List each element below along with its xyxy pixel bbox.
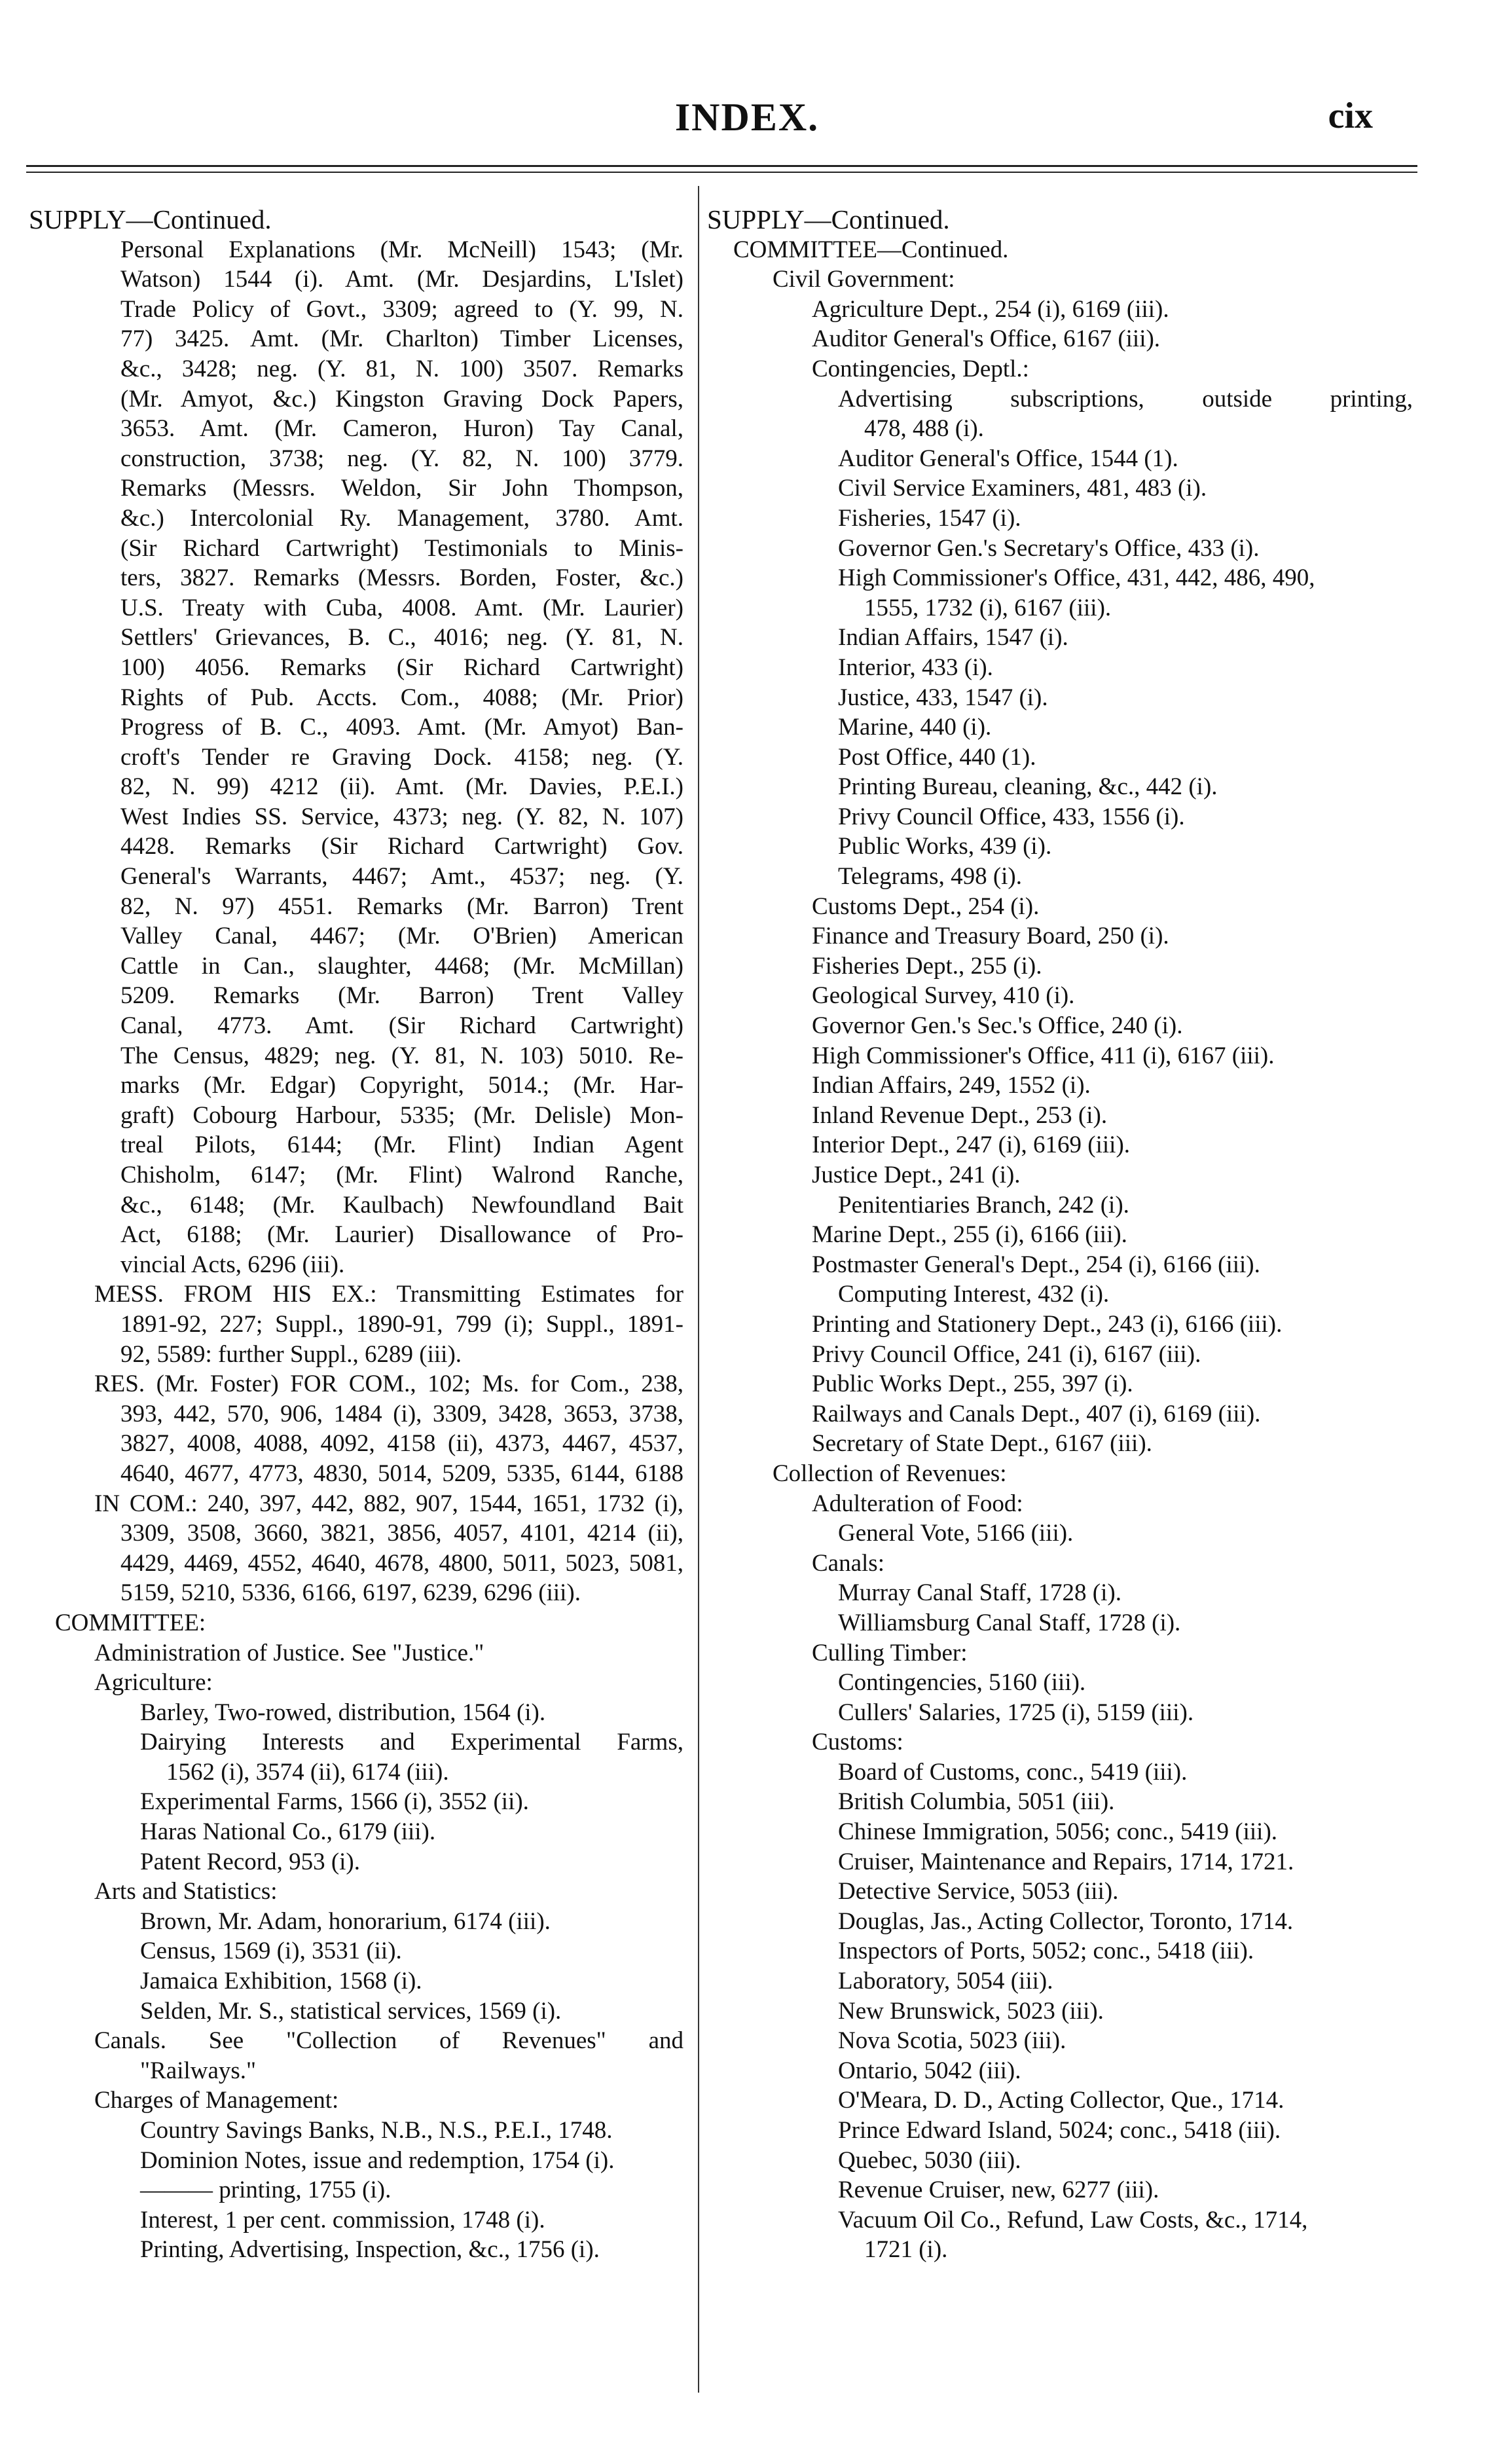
index-entry-line: Douglas, Jas., Acting Collector, Toronto, 1714. (838, 1907, 1294, 1935)
index-entry-line: Telegrams, 498 (i). (838, 863, 1022, 891)
index-entry-line: 4640, 4677, 4773, 4830, 5014, 5209, 5335, 6144, 6188 (120, 1460, 683, 1487)
index-entry-line: Printing, Advertising, Inspection, &c., 1756 (i). (140, 2236, 600, 2264)
index-entry-line: Interior, 433 (i). (838, 653, 993, 681)
index-entry-line: Post Office, 440 (1). (838, 743, 1036, 771)
index-entry-line: 4429, 4469, 4552, 4640, 4678, 4800, 5011, 5023, 5081, (120, 1549, 683, 1577)
index-entry-line: Civil Service Examiners, 481, 483 (i). (838, 475, 1207, 502)
index-entry-line: Quebec, 5030 (iii). (838, 2146, 1021, 2174)
index-entry-line: &c.) Intercolonial Ry. Management, 3780. Amt. (120, 504, 683, 532)
header-rule (26, 165, 1417, 167)
index-entry-line: Collection of Revenues: (773, 1460, 1007, 1487)
index-entry-line: Contingencies, 5160 (iii). (838, 1669, 1086, 1697)
index-entry-line: Progress of B. C., 4093. Amt. (Mr. Amyot) Ban- (120, 714, 683, 741)
index-entry-line: Country Savings Banks, N.B., N.S., P.E.I., 1748. (140, 2117, 613, 2144)
index-entry-line: "Railways." (140, 2057, 257, 2084)
right-column (707, 205, 1421, 2265)
index-entry-line: 1721 (i). (864, 2236, 948, 2264)
index-entry-line: Customs: (812, 1729, 903, 1756)
index-entry-line: Interior Dept., 247 (i), 6169 (iii). (812, 1131, 1131, 1159)
index-entry-line: &c., 3428; neg. (Y. 81, N. 100) 3507. Remarks (120, 355, 683, 382)
index-entry-line: Auditor General's Office, 6167 (iii). (812, 325, 1161, 353)
index-entry-line: 82, N. 99) 4212 (ii). Amt. (Mr. Davies, P.E.I.) (120, 773, 683, 801)
index-entry-line: Haras National Co., 6179 (iii). (140, 1818, 436, 1846)
column-divider (698, 186, 699, 2393)
index-entry-line: Canals. See "Collection of Revenues" and (94, 2027, 683, 2055)
index-entry-line: Advertising subscriptions, outside printing, (838, 385, 1413, 413)
index-entry-line: 82, N. 97) 4551. Remarks (Mr. Barron) Trent (120, 892, 683, 920)
index-entry-line: Revenue Cruiser, new, 6277 (iii). (838, 2177, 1159, 2204)
index-entry-line: Detective Service, 5053 (iii). (838, 1878, 1119, 1905)
index-entry-line: West Indies SS. Service, 4373; neg. (Y. 82, N. 107) (120, 803, 683, 830)
index-entry-line: Census, 1569 (i), 3531 (ii). (140, 1938, 402, 1965)
index-entry-line: Culling Timber: (812, 1639, 968, 1666)
index-entry-line: Nova Scotia, 5023 (iii). (838, 2027, 1066, 2055)
index-entry-line: Contingencies, Deptl.: (812, 355, 1029, 382)
index-entry-line: Privy Council Office, 433, 1556 (i). (838, 803, 1185, 830)
index-entry-line: Marine, 440 (i). (838, 714, 992, 741)
index-entry-line: Cattle in Can., slaughter, 4468; (Mr. McMillan) (120, 952, 683, 980)
index-entry-line: Public Works Dept., 255, 397 (i). (812, 1370, 1133, 1398)
index-entry-line: 3653. Amt. (Mr. Cameron, Huron) Tay Canal, (120, 415, 683, 443)
index-entry-line: Governor Gen.'s Sec.'s Office, 240 (i). (812, 1012, 1183, 1040)
index-entry-line: Experimental Farms, 1566 (i), 3552 (ii). (140, 1788, 529, 1816)
index-entry-line: Cruiser, Maintenance and Repairs, 1714, 1721. (838, 1848, 1294, 1875)
index-entry-line: 5209. Remarks (Mr. Barron) Trent Valley (120, 982, 683, 1010)
index-entry-line: High Commissioner's Office, 431, 442, 486, 490, (838, 564, 1315, 592)
index-entry-line: Marine Dept., 255 (i), 6166 (iii). (812, 1221, 1127, 1249)
index-entry-line: Barley, Two-rowed, distribution, 1564 (i). (140, 1699, 546, 1726)
index-entry-line: Cullers' Salaries, 1725 (i), 5159 (iii). (838, 1699, 1194, 1726)
index-entry-line: Printing Bureau, cleaning, &c., 442 (i). (838, 773, 1218, 801)
index-entry-line: Prince Edward Island, 5024; conc., 5418 (iii). (838, 2117, 1281, 2144)
index-entry-line: Geological Survey, 410 (i). (812, 982, 1075, 1010)
index-entry-line: Governor Gen.'s Secretary's Office, 433 (i). (838, 534, 1260, 562)
index-entry-line: (Mr. Amyot, &c.) Kingston Graving Dock Papers, (120, 385, 683, 413)
index-entry-line: Charges of Management: (94, 2087, 339, 2114)
index-entry-line: COMMITTEE—Continued. (733, 236, 1009, 263)
index-entry-line: vincial Acts, 6296 (iii). (120, 1251, 345, 1278)
index-entry-line: Trade Policy of Govt., 3309; agreed to (Y. 99, N. (120, 295, 683, 323)
index-entry-line: Railways and Canals Dept., 407 (i), 6169 (iii). (812, 1400, 1261, 1427)
index-entry-line: MESS. FROM HIS EX.: Transmitting Estimates for (94, 1281, 683, 1308)
index-entry-line: Indian Affairs, 1547 (i). (838, 624, 1068, 652)
index-entry-line: ——— printing, 1755 (i). (140, 2177, 392, 2204)
index-entry-line: Arts and Statistics: (94, 1878, 278, 1905)
index-entry-line: 3827, 4008, 4088, 4092, 4158 (ii), 4373, 4467, 4537, (120, 1430, 683, 1458)
index-entry-line: U.S. Treaty with Cuba, 4008. Amt. (Mr. Laurier) (120, 594, 683, 621)
index-entry-line: Finance and Treasury Board, 250 (i). (812, 923, 1169, 950)
index-entry-line: Patent Record, 953 (i). (140, 1848, 360, 1875)
index-entry-line: graft) Cobourg Harbour, 5335; (Mr. Delisle) Mon- (120, 1101, 683, 1129)
index-entry-line: 393, 442, 570, 906, 1484 (i), 3309, 3428, 3653, 3738, (120, 1400, 683, 1427)
index-entry-line: Indian Affairs, 249, 1552 (i). (812, 1072, 1091, 1099)
index-entry-line: Selden, Mr. S., statistical services, 1569 (i). (140, 1997, 562, 2025)
index-entry-line: Administration of Justice. See "Justice." (94, 1639, 484, 1666)
index-entry-line: Adulteration of Food: (812, 1490, 1023, 1517)
index-entry-line: Canals: (812, 1549, 884, 1577)
index-entry-line: Agriculture Dept., 254 (i), 6169 (iii). (812, 295, 1169, 323)
index-entry-line: Valley Canal, 4467; (Mr. O'Brien) American (120, 923, 683, 950)
index-entry-line: 1562 (i), 3574 (ii), 6174 (iii). (166, 1758, 449, 1786)
index-entry-line: Interest, 1 per cent. commission, 1748 (i). (140, 2206, 545, 2234)
index-entry-line: Justice, 433, 1547 (i). (838, 684, 1048, 711)
page-header (0, 0, 1494, 164)
index-entry-line: Vacuum Oil Co., Refund, Law Costs, &c., 1714, (838, 2206, 1308, 2234)
header-rule-thin (26, 172, 1417, 173)
index-entry-line: Remarks (Messrs. Weldon, Sir John Thompson, (120, 475, 683, 502)
index-entry-line: 4428. Remarks (Sir Richard Cartwright) Gov. (120, 833, 683, 860)
index-entry-line: RES. (Mr. Foster) FOR COM., 102; Ms. for Com., 238, (94, 1370, 683, 1398)
index-entry-line: 1891-92, 227; Suppl., 1890-91, 799 (i); Suppl., 1891- (120, 1310, 683, 1338)
index-entry-line: croft's Tender re Graving Dock. 4158; neg. (Y. (120, 743, 683, 771)
index-entry-line: 3309, 3508, 3660, 3821, 3856, 4057, 4101, 4214 (ii), (120, 1520, 683, 1547)
index-entry-line: 100) 4056. Remarks (Sir Richard Cartwright) (120, 653, 683, 681)
index-entry-line: Watson) 1544 (i). Amt. (Mr. Desjardins, L'Islet) (120, 266, 683, 293)
index-entry-line: Board of Customs, conc., 5419 (iii). (838, 1758, 1188, 1786)
index-entry-line: Public Works, 439 (i). (838, 833, 1052, 860)
index-entry-line: Fisheries, 1547 (i). (838, 504, 1021, 532)
index-entry-line: 92, 5589: further Suppl., 6289 (iii). (120, 1340, 462, 1368)
index-entry-line: Justice Dept., 241 (i). (812, 1162, 1021, 1188)
index-entry-line: Agriculture: (94, 1669, 213, 1697)
index-entry-line: ters, 3827. Remarks (Messrs. Borden, Foster, &c.) (120, 564, 683, 592)
index-entry-line: (Sir Richard Cartwright) Testimonials to Minis- (120, 534, 683, 562)
left-column (29, 205, 687, 2265)
index-entry-line: construction, 3738; neg. (Y. 82, N. 100) 3779. (120, 445, 683, 472)
index-entry-line: Dominion Notes, issue and redemption, 1754 (i). (140, 2146, 615, 2174)
index-entry-line: Printing and Stationery Dept., 243 (i), 6166 (iii). (812, 1310, 1283, 1338)
page-title: INDEX. (674, 96, 820, 139)
index-entry-line: Customs Dept., 254 (i). (812, 892, 1040, 920)
index-entry-line: Penitentiaries Branch, 242 (i). (838, 1191, 1129, 1219)
index-entry-line: Act, 6188; (Mr. Laurier) Disallowance of Pro- (120, 1221, 683, 1249)
index-entry-line: General's Warrants, 4467; Amt., 4537; neg. (Y. (120, 863, 683, 891)
index-entry-line: COMMITTEE: (55, 1609, 206, 1636)
index-entry-line: &c., 6148; (Mr. Kaulbach) Newfoundland Bait (120, 1191, 683, 1219)
index-entry-line: Fisheries Dept., 255 (i). (812, 952, 1042, 980)
index-entry-line: Personal Explanations (Mr. McNeill) 1543; (Mr. (120, 236, 683, 263)
index-entry-line: Postmaster General's Dept., 254 (i), 6166 (iii). (812, 1251, 1260, 1278)
index-entry-line: 77) 3425. Amt. (Mr. Charlton) Timber Licenses, (120, 325, 683, 353)
index-entry-line: O'Meara, D. D., Acting Collector, Que., 1714. (838, 2087, 1284, 2114)
index-entry-line: SUPPLY—Continued. (707, 204, 950, 234)
index-entry-line: Jamaica Exhibition, 1568 (i). (140, 1968, 422, 1995)
index-entry-line: Civil Government: (773, 266, 955, 293)
index-entry-line: British Columbia, 5051 (iii). (838, 1788, 1115, 1816)
index-entry-line: New Brunswick, 5023 (iii). (838, 1997, 1104, 2025)
index-entry-line: Brown, Mr. Adam, honorarium, 6174 (iii). (140, 1907, 551, 1935)
index-entry-line: Privy Council Office, 241 (i), 6167 (iii). (812, 1340, 1201, 1368)
index-entry-line: Chisholm, 6147; (Mr. Flint) Walrond Ranche, (120, 1162, 683, 1188)
index-entry-line: High Commissioner's Office, 411 (i), 6167 (iii). (812, 1042, 1275, 1069)
index-entry-line: IN COM.: 240, 397, 442, 882, 907, 1544, 1651, 1732 (i), (94, 1490, 683, 1517)
page-number: cix (1328, 96, 1373, 136)
index-entry-line: SUPPLY—Continued. (29, 204, 272, 234)
index-entry-line: Chinese Immigration, 5056; conc., 5419 (iii). (838, 1818, 1278, 1846)
index-entry-line: Inland Revenue Dept., 253 (i). (812, 1101, 1108, 1129)
index-entry-line: 1555, 1732 (i), 6167 (iii). (864, 594, 1112, 621)
index-entry-line: Murray Canal Staff, 1728 (i). (838, 1579, 1121, 1607)
index-entry-line: Dairying Interests and Experimental Farms, (140, 1729, 683, 1756)
index-entry-line: Canal, 4773. Amt. (Sir Richard Cartwright) (120, 1012, 683, 1040)
index-entry-line: marks (Mr. Edgar) Copyright, 5014.; (Mr. Har- (120, 1072, 683, 1099)
index-entry-line: Settlers' Grievances, B. C., 4016; neg. (Y. 81, N. (120, 624, 683, 652)
index-entry-line: Laboratory, 5054 (iii). (838, 1968, 1053, 1995)
index-entry-line: Secretary of State Dept., 6167 (iii). (812, 1430, 1152, 1458)
index-entry-line: Inspectors of Ports, 5052; conc., 5418 (iii). (838, 1938, 1254, 1965)
index-entry-line: Auditor General's Office, 1544 (1). (838, 445, 1178, 472)
index-entry-line: The Census, 4829; neg. (Y. 81, N. 103) 5010. Re- (120, 1042, 683, 1069)
index-entry-line: treal Pilots, 6144; (Mr. Flint) Indian Agent (120, 1131, 683, 1159)
index-entry-line: 478, 488 (i). (864, 415, 984, 443)
index-entry-line: General Vote, 5166 (iii). (838, 1520, 1074, 1547)
index-entry-line: Computing Interest, 432 (i). (838, 1281, 1110, 1308)
index-entry-line: Williamsburg Canal Staff, 1728 (i). (838, 1609, 1181, 1636)
index-entry-line: 5159, 5210, 5336, 6166, 6197, 6239, 6296 (iii). (120, 1579, 581, 1607)
index-entry-line: Ontario, 5042 (iii). (838, 2057, 1021, 2084)
index-entry-line: Rights of Pub. Accts. Com., 4088; (Mr. Prior) (120, 684, 683, 711)
